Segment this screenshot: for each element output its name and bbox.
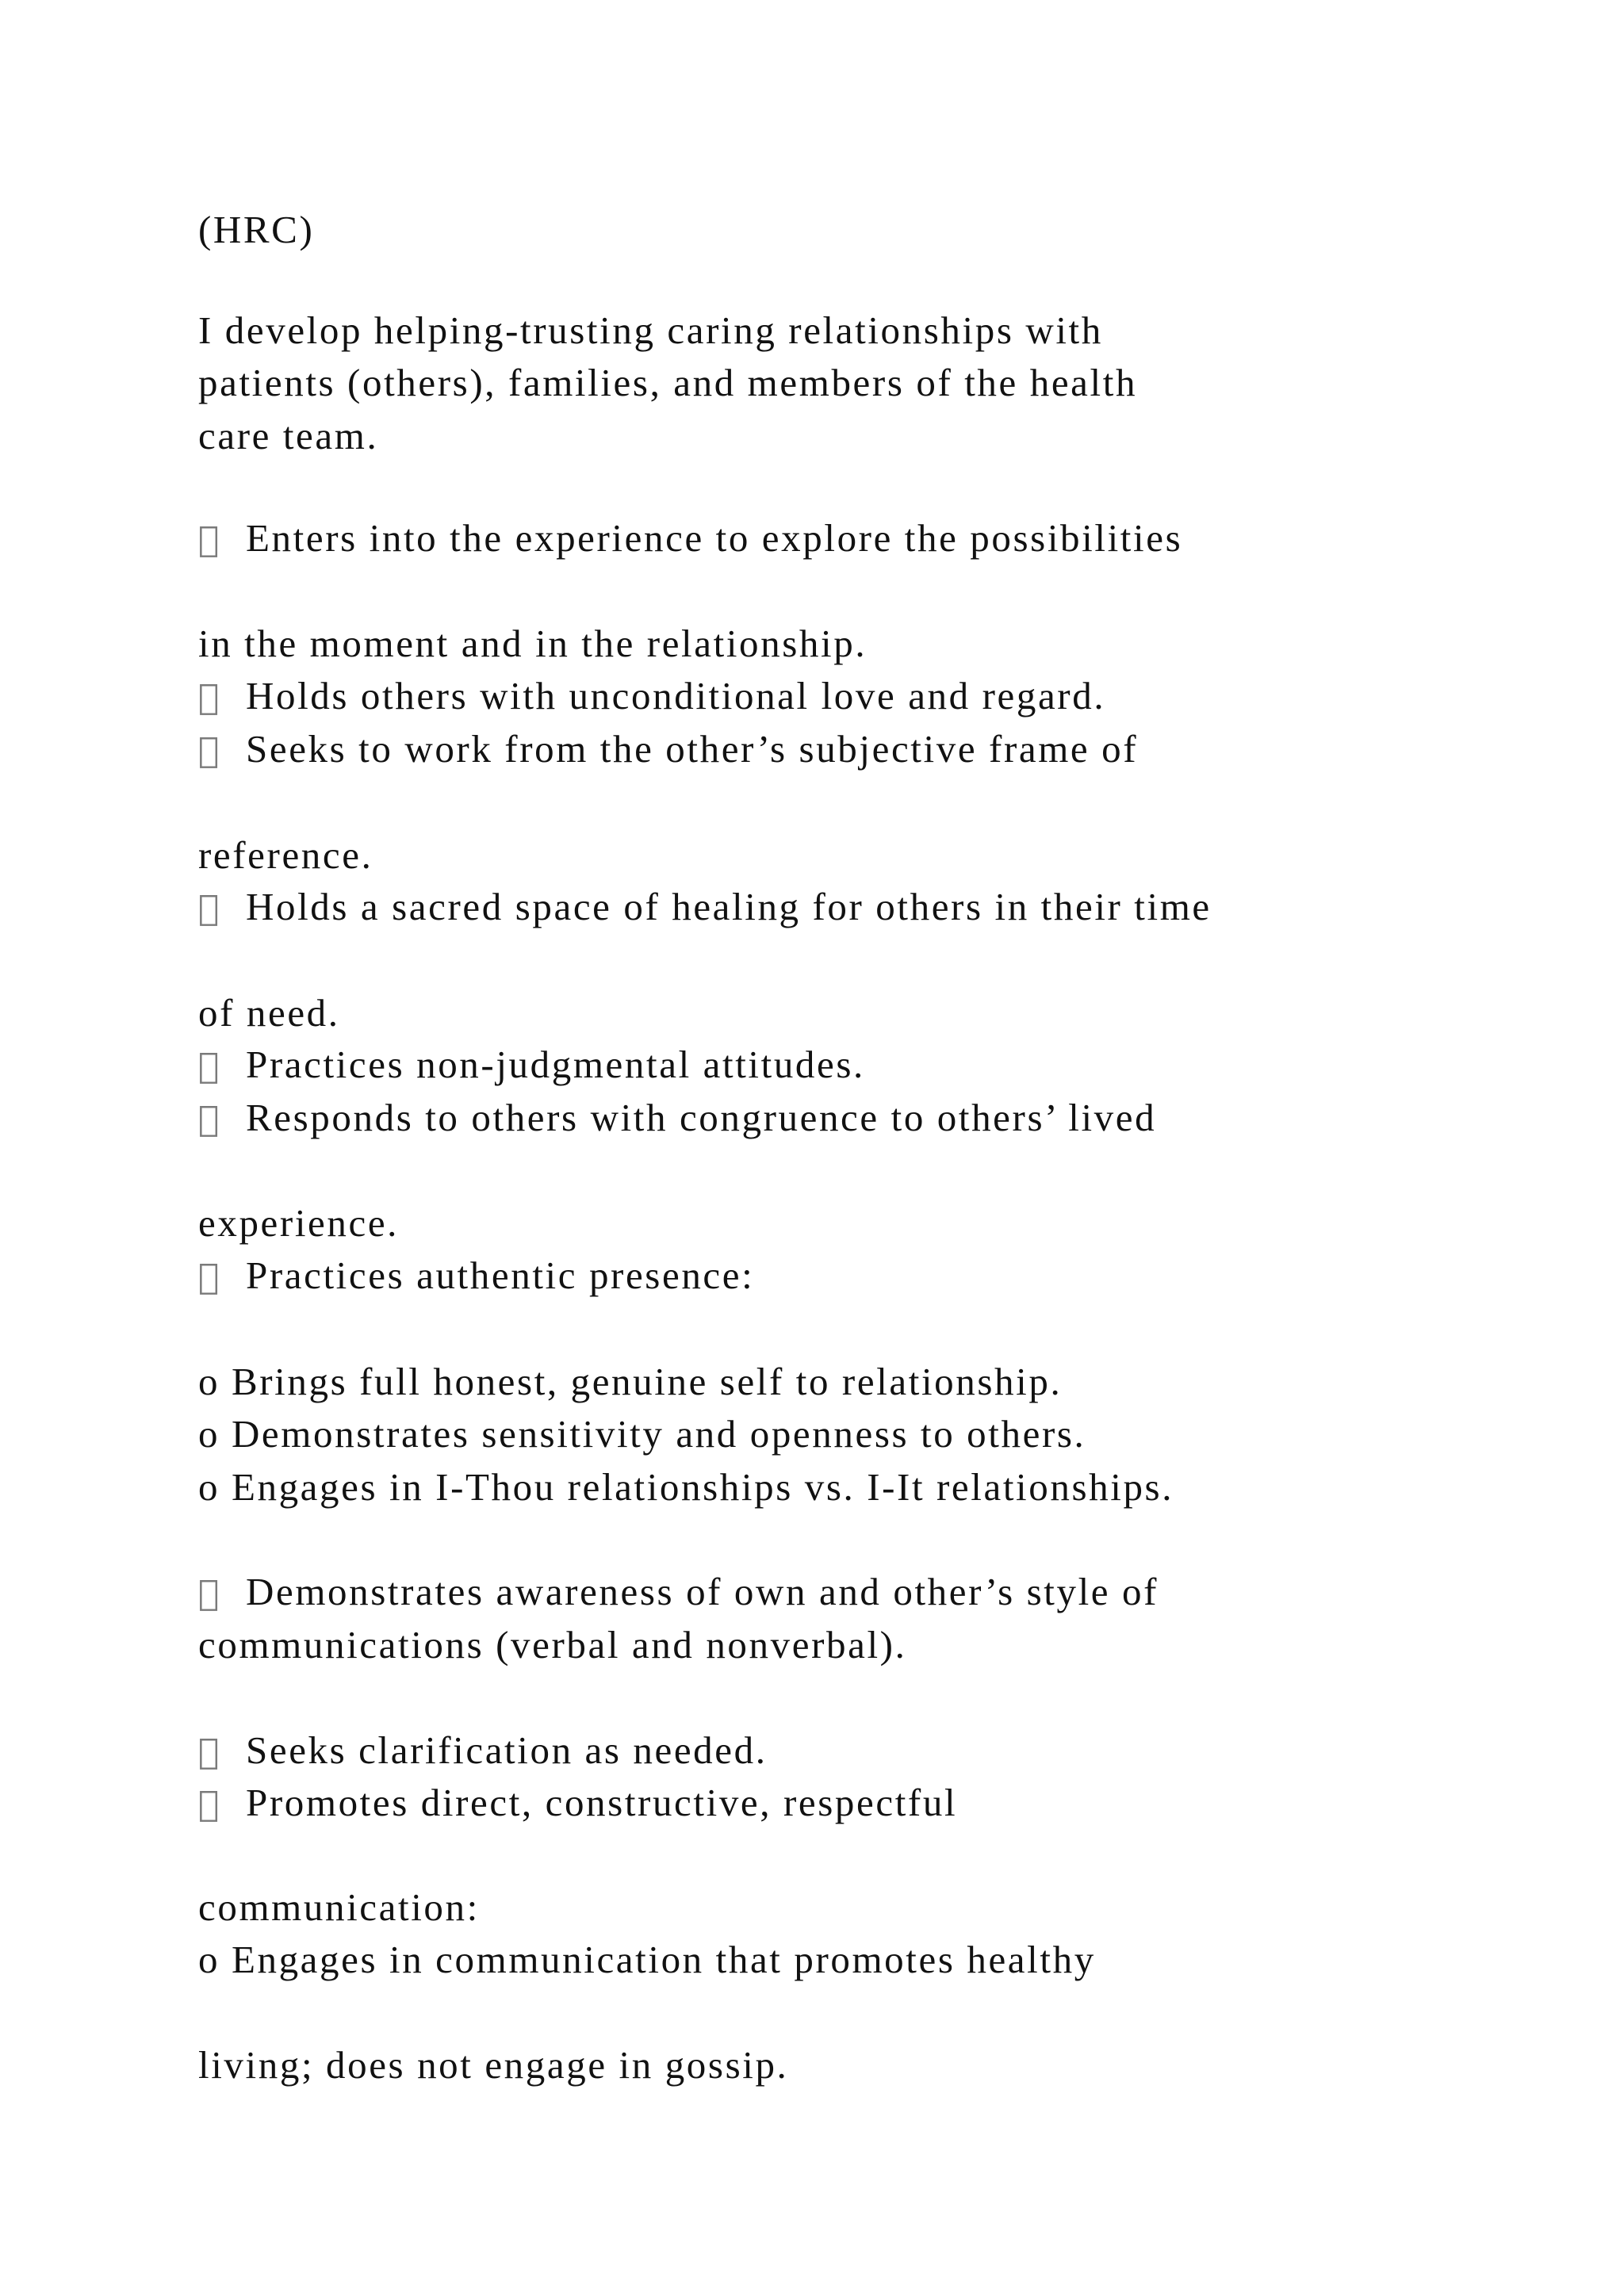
text-line	[198, 833, 373, 877]
line-text: Enters into the experience to explore the possibilities	[246, 516, 1183, 560]
bullet-item	[198, 727, 1139, 771]
line-text: Holds others with unconditional love and regard.	[246, 674, 1106, 718]
line-text: o Brings full honest, genuine self to relationship.	[198, 1360, 1063, 1403]
bullet-glyph-icon	[198, 733, 246, 768]
line-text: Holds a sacred space of healing for others in their time	[246, 885, 1212, 928]
bullet-glyph-icon	[198, 891, 246, 926]
bullet-glyph-icon	[198, 1735, 246, 1770]
bullet-glyph-icon	[198, 1787, 246, 1822]
line-text: Seeks to work from the other’s subjective frame of	[246, 727, 1139, 771]
bullet-item	[198, 1045, 865, 1084]
bullet-glyph-icon	[198, 1260, 246, 1295]
line-text: communication:	[198, 1885, 480, 1929]
bullet-glyph-icon	[198, 522, 246, 557]
line-text: (HRC)	[198, 208, 315, 251]
line-text: o Engages in I-Thou relationships vs. I-It relationships.	[198, 1465, 1174, 1509]
text-line	[198, 1412, 1086, 1456]
bullet-item	[198, 1572, 1159, 1611]
text-line	[198, 1623, 907, 1667]
line-text: o Engages in communication that promotes healthy	[198, 1938, 1096, 1981]
text-line	[198, 624, 867, 663]
line-text: experience.	[198, 1201, 400, 1245]
bullet-item	[198, 1253, 755, 1297]
bullet-item	[198, 674, 1106, 718]
text-line	[198, 210, 314, 249]
line-text: care team.	[198, 414, 379, 457]
bullet-item	[198, 1098, 1156, 1137]
line-text: of need.	[198, 991, 340, 1035]
line-text: Demonstrates awareness of own and other’s style of	[246, 1570, 1159, 1613]
text-line	[198, 1940, 1096, 1979]
line-text: Practices authentic presence:	[246, 1253, 755, 1297]
line-text: reference.	[198, 833, 373, 877]
text-line	[198, 2043, 789, 2087]
text-line	[198, 1465, 1174, 1509]
text-line	[198, 1362, 1062, 1401]
line-text: in the moment and in the relationship.	[198, 622, 868, 665]
text-line	[198, 991, 340, 1035]
bullet-glyph-icon	[198, 680, 246, 715]
bullet-glyph-icon	[198, 1576, 246, 1611]
bullet-glyph-icon	[198, 1049, 246, 1084]
bullet-item	[198, 1783, 957, 1822]
line-text: Seeks clarification as needed.	[246, 1728, 768, 1772]
line-text: communications (verbal and nonverbal).	[198, 1623, 907, 1667]
text-line	[198, 1201, 400, 1245]
text-line	[198, 1885, 480, 1929]
bullet-item	[198, 516, 1183, 560]
line-text: Practices non-judgmental attitudes.	[246, 1043, 865, 1086]
line-text: o Demonstrates sensitivity and openness to others.	[198, 1412, 1086, 1456]
bullet-item	[198, 887, 1212, 926]
bullet-item	[198, 1728, 768, 1772]
text-line	[198, 308, 1103, 352]
line-text: Promotes direct, constructive, respectful	[246, 1781, 958, 1824]
line-text: I develop helping-trusting caring relationships with	[198, 308, 1103, 352]
text-line	[198, 363, 1137, 402]
line-text: Responds to others with congruence to others’ lived	[246, 1096, 1157, 1139]
text-line	[198, 416, 378, 455]
line-text: living; does not engage in gossip.	[198, 2043, 789, 2087]
bullet-glyph-icon	[198, 1102, 246, 1137]
line-text: patients (others), families, and members of the health	[198, 361, 1138, 404]
